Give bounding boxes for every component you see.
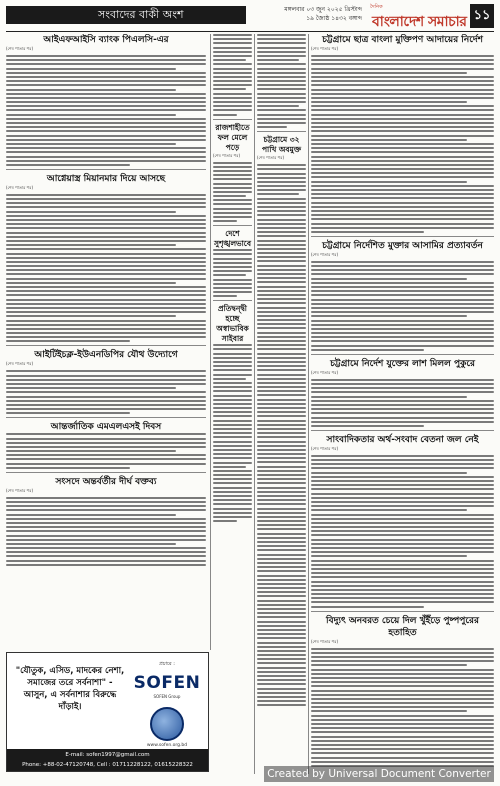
ad-slogan: "যৌতুক, এসিড, মাদকের নেশা, সমাজের তরে সর্বনাশা" - আসুন, এ সর্বনাশার বিরুদ্ধে দাঁড়াই। xyxy=(15,666,125,712)
masthead-logo: দৈনিক বাংলাদেশ সমাচার xyxy=(370,4,467,30)
ad-email: E-mail: sofen1997@gmail.com xyxy=(65,752,150,758)
divider xyxy=(213,300,252,301)
divider xyxy=(213,119,252,120)
header-rule xyxy=(6,31,494,32)
column-4 xyxy=(311,34,494,774)
article-body xyxy=(311,379,494,427)
divider xyxy=(6,345,206,346)
column-divider xyxy=(210,34,211,650)
source-note: (শেষ পাতার পর) xyxy=(213,152,241,158)
article-body xyxy=(311,455,494,608)
column-2 xyxy=(213,34,252,774)
headline: চট্টগ্রামে ৩২ পাখি অবমুক্ত xyxy=(261,135,302,155)
headline: দেশে সুশৃঙ্খলভাবে xyxy=(214,229,251,249)
article-body xyxy=(6,194,206,343)
article-body xyxy=(213,162,252,223)
divider xyxy=(311,611,494,612)
headline: চট্টগ্রামে ছাত্র বাংলা মুক্তিপণ আদায়ের নির্দেশ xyxy=(322,35,483,45)
article-body xyxy=(213,344,252,522)
headline: আন্তর্জাতিক এমএলএসই দিবস xyxy=(50,422,162,433)
article-body xyxy=(311,55,494,233)
headline: আগ্নেয়াস্ত্র মিয়ানমার দিয়ে আসছে xyxy=(46,173,166,184)
divider xyxy=(311,354,494,355)
article-body xyxy=(257,164,306,706)
sponsor-label: প্রচারে : xyxy=(159,661,175,667)
divider xyxy=(213,225,252,226)
article-body xyxy=(311,648,494,767)
column-1 xyxy=(6,34,206,650)
date-line: মঙ্গলবার ০৩ জুন ২০২৫ খ্রিস্টাব্দ ১৯ জ্যৈষ্ঠ ১৪৩২ বঙ্গাব্দ xyxy=(284,6,362,22)
headline: সংসদে অন্তর্বর্তীর দীর্ঘ বক্তব্য xyxy=(55,476,157,487)
headline: সাংবাদিকতার অর্থ-সংবাদ বেতনা জল নেই xyxy=(326,434,479,445)
column-divider xyxy=(254,34,255,774)
article-body xyxy=(213,34,252,116)
source-note: (শেষ পাতার পর) xyxy=(311,445,339,451)
ad-phone: Phone: +88-02-47120748, Cell : 01711228122, 01615228322 xyxy=(22,762,193,768)
brand-logo: SOFEN xyxy=(133,673,201,693)
source-note: (শেষ পাতার পর) xyxy=(6,184,34,190)
section-title: সংবাদের বাকী অংশ xyxy=(6,6,246,24)
article-body xyxy=(6,433,206,469)
ad-website: www.sofen.org.bd xyxy=(146,743,188,748)
headline: রাজশাহীতে ফল মেলে পড়ে xyxy=(215,122,250,152)
headline: আইএফআইসি ব্যাংক পিএলসি-এর xyxy=(43,35,169,45)
divider xyxy=(311,430,494,431)
article-body xyxy=(6,497,206,566)
source-note: (শেষ পাতার পর) xyxy=(311,251,339,257)
page-number: ১১ xyxy=(470,4,494,28)
headline: প্রতিদ্বন্দ্বী হচ্ছে অস্বাভাবিক সাইবার xyxy=(216,304,249,344)
divider xyxy=(311,236,494,237)
advertisement xyxy=(6,652,209,772)
ad-contact xyxy=(7,749,208,771)
page-header xyxy=(6,4,494,30)
source-note: (শেষ পাতার পর) xyxy=(6,361,34,367)
article-body xyxy=(213,249,252,297)
divider xyxy=(257,131,306,132)
source-note: (শেষ পাতার পর) xyxy=(311,46,339,51)
brand-subtitle: SOFEN Group xyxy=(153,694,181,699)
watermark: Created by Universal Document Converter xyxy=(264,766,494,782)
divider xyxy=(6,169,206,170)
globe-icon xyxy=(150,707,184,741)
column-3 xyxy=(257,34,306,774)
divider xyxy=(6,417,206,418)
article-body xyxy=(257,34,306,128)
article-body xyxy=(6,55,206,166)
source-note: (শেষ পাতার পর) xyxy=(257,155,285,161)
source-note: (শেষ পাতার পর) xyxy=(311,638,339,644)
article-body xyxy=(6,370,206,414)
divider xyxy=(6,472,206,473)
headline: আইটিইচক্ল-ইউএনডিপির যৌথ উদ্যোগে xyxy=(34,350,178,361)
headline: চট্টগ্রামে নির্দেশ যুক্তের লাশ মিলল পুকুরে xyxy=(330,358,475,369)
headline: বিদ্যুৎ অনবরত চেয়ে দিল খুঁইঁড়ে পুষ্পপুরের হতাহিত xyxy=(326,615,479,638)
source-note: (শেষ পাতার পর) xyxy=(311,369,339,375)
column-divider xyxy=(308,34,309,774)
source-note: (শেষ পাতার পর) xyxy=(6,487,34,493)
article-body xyxy=(311,261,494,351)
source-note: (শেষ পাতার পর) xyxy=(6,46,34,51)
headline: চট্টগ্রামে নির্দেশিত মুক্তার আসামির প্রত্যাবর্তন xyxy=(322,240,483,251)
ad-sponsor xyxy=(129,661,205,748)
